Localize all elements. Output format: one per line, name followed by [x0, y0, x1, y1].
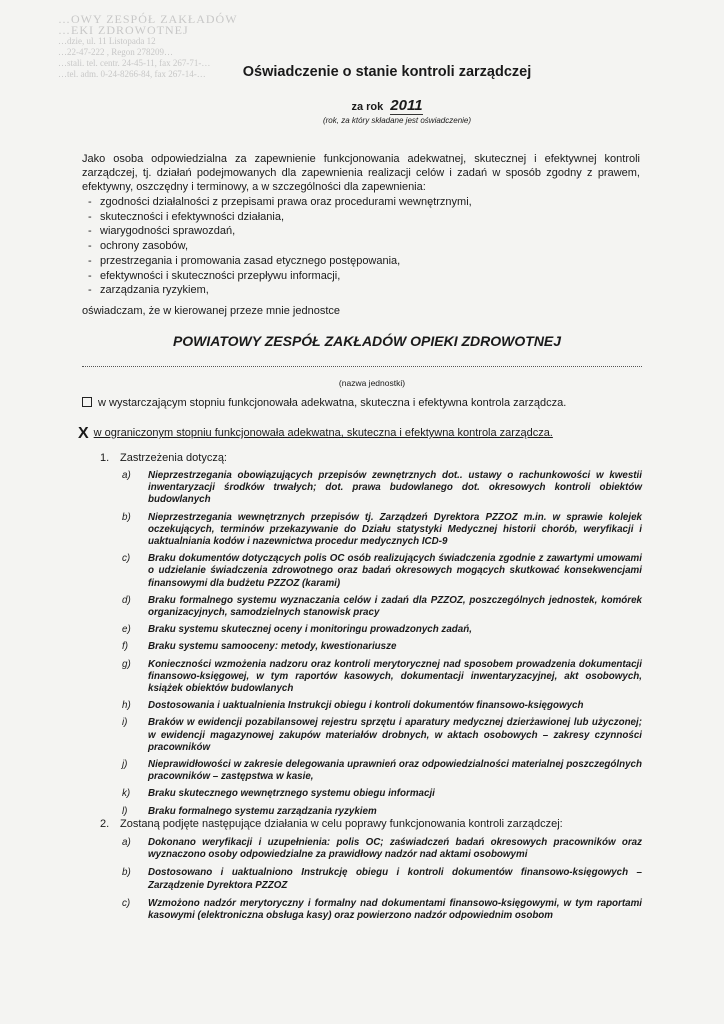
year-line — [0, 97, 724, 114]
item-text: Braku dokumentów dotyczących polis OC osób realizujących świadczenia zgodnie z zawartymi umowami o udzielanie świadczenia zdrowotnego oraz badań okresowych mogących skutkować konsekwencjami finansowymi dla budżetu PZZOZ (karami) — [148, 553, 642, 589]
item-text: Dostosowano i uaktualniono Instrukcję obiegu i kontroli dokumentów finansowo-księgowych – Zarządzenie Dyrektora PZZOZ — [148, 867, 642, 891]
item-letter: i) — [122, 717, 128, 729]
list-item — [122, 867, 642, 891]
item-letter: j) — [122, 759, 128, 771]
item-letter: a) — [122, 837, 131, 848]
list-item — [122, 717, 642, 754]
declaration-text: oświadczam, że w kierowanej przeze mnie jednostce — [82, 305, 341, 317]
list-item — [122, 700, 642, 712]
list-item — [122, 553, 642, 590]
section-number: 1. — [100, 452, 110, 464]
list-item — [122, 837, 642, 861]
item-letter: c) — [122, 897, 131, 909]
stamp-line: …dzie, ul. 11 Listopada 12 — [58, 36, 156, 46]
unit-note: (nazwa jednostki) — [338, 378, 406, 388]
section-title: Zostaną podjęte następujące działania w celu poprawy funkcjonowania kontroli zarządczej: — [120, 818, 563, 830]
goal-item: - zgodności działalności z przepisami prawa oraz procedurami wewnętrznymi, — [82, 195, 472, 210]
goal-item: - przestrzegania i promowania zasad etycznego postępowania, — [82, 254, 472, 269]
item-text: Dokonano weryfikacji i uzupełnienia: polis OC; zaświadczeń badań okresowych pracowników oraz wyznaczono osoby odpowiedzialne za prawidłowy nadzór nad aktami osobowymi — [148, 837, 642, 861]
item-text: Wzmożono nadzór merytoryczny i formalny nad dokumentami finansowo-księgowymi, w tym raportami kasowymi (elektroniczna obsługa kasy) oraz powierzono nadzór odpowiednim osobom — [148, 897, 642, 922]
section-number: 2. — [100, 818, 110, 830]
goals-list — [82, 195, 472, 298]
item-letter: e) — [122, 624, 131, 636]
item-text: Nieprawidłowości w zakresie delegowania uprawnień oraz odpowiedzialności materialnej poszczególnych pracowników – zastępstwa w kasie, — [148, 759, 642, 783]
year-note: (rok, za który składane jest oświadczenie) — [322, 116, 472, 125]
item-text: Braku systemu samooceny: metody, kwestionariusze — [148, 641, 397, 653]
section-2-heading — [100, 818, 563, 830]
list-item — [122, 624, 642, 636]
list-item — [122, 470, 642, 507]
item-text: Konieczności wzmożenia nadzoru oraz kontroli merytorycznej nad sposobem prowadzenia dokumentacji finansowo-księgowej, w tym raportów kasowych, dokumentacji inwentaryzacyjnej, akt osobowych, książek obiektów budowlanych — [148, 658, 642, 695]
list-item — [122, 512, 642, 549]
item-text: Braku formalnego systemu zarządzania ryzykiem — [148, 805, 377, 817]
option-limited-label: w ograniczonym stopniu funkcjonowała adekwatna, skuteczna i efektywna kontrola zarządcza. — [93, 427, 553, 439]
item-text: Braków w ewidencji pozabilansowej rejestru sprzętu i aparatury medycznej dzierżawionej lub użyczonej; w ewidencji magazynowej zakupów materiałów drobnych, w aktach osobowych – zakresy czynności pracowników — [148, 717, 642, 753]
goal-item: - ochrony zasobów, — [82, 239, 472, 254]
item-letter: l) — [122, 805, 128, 817]
list-item — [122, 659, 642, 696]
stamp-line: …22-47-222 , Regon 278209… — [58, 47, 173, 57]
item-letter: c) — [122, 553, 131, 565]
dotted-line — [82, 366, 642, 367]
section-title: Zastrzeżenia dotyczą: — [120, 452, 227, 464]
year-prefix: za rok — [351, 101, 384, 113]
option-sufficient-label: w wystarczającym stopniu funkcjonowała adekwatna, skuteczna i efektywna kontrola zarządcza. — [98, 397, 567, 409]
item-letter: a) — [122, 470, 131, 481]
option-limited — [78, 425, 553, 443]
item-text: Braku systemu skutecznej oceny i monitoringu prowadzonych zadań, — [148, 624, 472, 636]
checkbox-empty[interactable] — [82, 397, 92, 407]
item-text: Dostosowania i uaktualnienia Instrukcji obiegu i kontroli dokumentów finansowo-księgowych — [148, 700, 584, 712]
stamp-line: …stali. tel. centr. 24-45-11, fax 267-71-… — [58, 58, 211, 68]
document-title: Oświadczenie o stanie kontroli zarządczej — [242, 64, 532, 80]
item-letter: h) — [122, 700, 131, 712]
item-text: Braku formalnego systemu wyznaczania celów i zadań dla PZZOZ, poszczególnych jednostek, komórek organizacyjnych, samodzielnych stanowisk pracy — [148, 594, 642, 619]
item-letter: f) — [122, 641, 128, 653]
stamp-line: …OWY ZESPÓŁ ZAKŁADÓW — [58, 12, 238, 26]
list-item — [122, 898, 642, 922]
list-item — [122, 806, 642, 818]
stamp-line: …EKI ZDROWOTNEJ — [58, 23, 189, 37]
item-text: Braku skutecznego wewnętrznego systemu obiegu informacji — [148, 788, 435, 800]
item-letter: g) — [122, 658, 131, 670]
item-text: Nieprzestrzegania obowiązujących przepisów zewnętrznych dot.. ustawy o rachunkowości w kwestii inwentaryzacji środków trwałych; dot. prawa budowlanego dot. okresowych kontroli obiektów budowlanych — [148, 470, 642, 506]
goal-item: - wiarygodności sprawozdań, — [82, 224, 472, 239]
reservations-list — [122, 470, 642, 823]
goal-item: - efektywności i skuteczności przepływu informacji, — [82, 269, 472, 284]
list-item — [122, 641, 642, 653]
list-item — [122, 788, 642, 800]
stamp-line: …tel. adm. 0-24-8266-84, fax 267-14-… — [58, 69, 206, 79]
year-value: 2011 — [390, 97, 423, 114]
option-sufficient — [82, 397, 566, 409]
item-text: Nieprzestrzegania wewnętrznych przepisów tj. Zarządzeń Dyrektora PZZOZ m.in. w sprawie kolejek oczekujących, terminów przekazywanie do Działu statystyki Medycznej historii chorób, weryfikacji i uaktualniania kodów i nazewnictwa procedur medycznych ICD-9 — [148, 511, 642, 548]
goal-item: - zarządzania ryzykiem, — [82, 283, 472, 298]
item-letter: d) — [122, 594, 131, 606]
intro-paragraph: Jako osoba odpowiedzialna za zapewnienie funkcjonowania adekwatnej, skutecznej i efektywnej kontroli zarządczej, tj. działań podejmowanych dla zapewnienia realizacji celów i zadań w sposób zgodny z prawem, efektywny, oszczędny i terminowy, a w szczególności dla zapewnienia: — [82, 153, 640, 193]
item-letter: b) — [122, 511, 131, 523]
item-letter: b) — [122, 867, 131, 879]
goal-item: - skuteczności i efektywności działania, — [82, 210, 472, 225]
actions-list — [122, 837, 642, 928]
unit-name: POWIATOWY ZESPÓŁ ZAKŁADÓW OPIEKI ZDROWOTNEJ — [172, 333, 562, 349]
section-1-heading — [100, 452, 227, 464]
list-item — [122, 595, 642, 619]
checkbox-checked-mark[interactable]: X — [78, 425, 89, 442]
list-item — [122, 759, 642, 783]
item-letter: k) — [122, 788, 131, 800]
